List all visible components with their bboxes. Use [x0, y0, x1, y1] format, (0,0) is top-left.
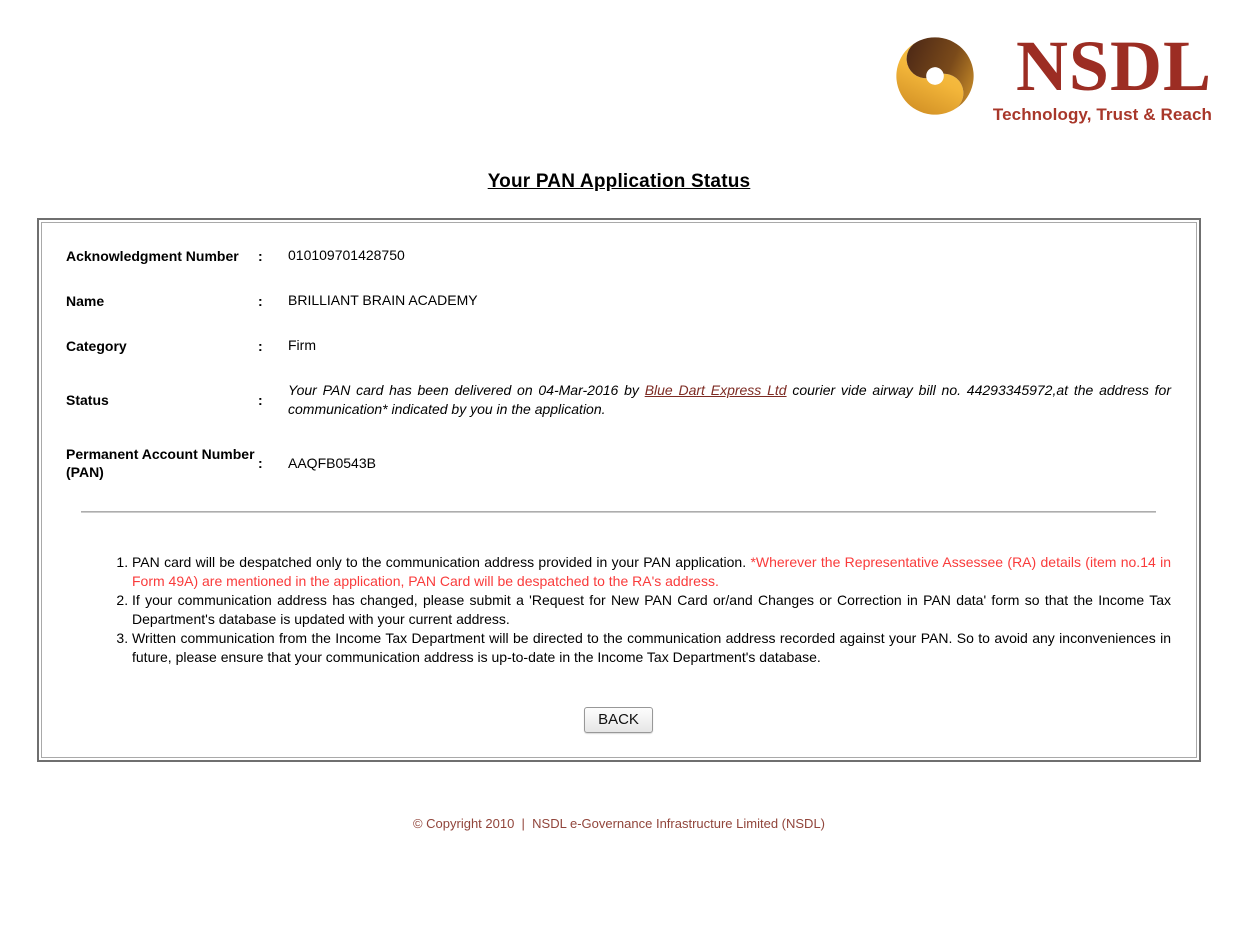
acknowledgment-label: Acknowledgment Number [66, 247, 239, 264]
status-value [288, 381, 1171, 419]
category-value: Firm [288, 337, 316, 353]
button-row [66, 707, 1171, 733]
courier-link[interactable]: Blue Dart Express Ltd [644, 382, 787, 398]
status-panel [37, 218, 1201, 762]
status-label: Status [66, 392, 109, 408]
name-value: BRILLIANT BRAIN ACADEMY [288, 292, 478, 308]
field-row-pan [66, 445, 1171, 481]
footer-copyright: © Copyright 2010 | NSDL e-Governance Infrastructure Limited (NSDL) [412, 816, 826, 831]
field-row-category [66, 336, 1171, 355]
category-label: Category [66, 337, 127, 354]
field-row-name [66, 291, 1171, 310]
nsdl-brand-wordmark: NSDL [1015, 26, 1212, 106]
colon-separator: : [258, 337, 263, 354]
section-divider [81, 511, 1156, 513]
notes-list [87, 553, 1171, 667]
pan-label: Permanent Account Number (PAN) [66, 446, 255, 480]
status-text-before: Your PAN card has been delivered on 04-Mar-2016 by [288, 382, 645, 398]
status-text-after: courier vide airway bill no. 44293345972,at the address for communication* indicated by you in the application. [288, 382, 1172, 417]
pan-value: AAQFB0543B [288, 454, 376, 471]
page-title: Your PAN Application Status [487, 171, 751, 192]
note-item-3: 3. Written communication from the Income Tax Department will be directed to the communication address recorded against your PAN. So to avoid any inconveniences in future, please ensure that your communication address is up-to-date in the Income Tax Department's database. [132, 629, 1171, 667]
colon-separator: : [258, 247, 263, 264]
name-label: Name [66, 292, 105, 309]
field-row-acknowledgment [66, 246, 1171, 265]
nsdl-swirl-icon [893, 30, 977, 122]
back-button[interactable]: BACK [584, 707, 653, 733]
field-row-status [66, 381, 1171, 419]
nsdl-logo [893, 26, 1212, 125]
nsdl-logo-text [992, 26, 1212, 125]
nsdl-tagline: Technology, Trust & Reach [992, 105, 1212, 124]
page-header [0, 0, 1238, 125]
colon-separator: : [258, 292, 263, 309]
status-panel-inner [41, 222, 1197, 758]
colon-separator: : [258, 455, 263, 471]
colon-separator: : [258, 392, 263, 408]
note-item-2: 2. If your communication address has changed, please submit a 'Request for New PAN Card or/and Changes or Correction in PAN data' form so that the Income Tax Department's database is updated with your current address. [132, 591, 1171, 629]
note-item-1 [132, 553, 1171, 591]
acknowledgment-value: 010109701428750 [288, 247, 405, 263]
note-1-highlight: *Wherever the Representative Assessee (RA) details (item no.14 in Form 49A) are mentioned in the application, PAN Card will be despatched to the RA's address. [132, 554, 1171, 589]
note-1-text: PAN card will be despatched only to the communication address provided in your PAN application. [132, 554, 751, 570]
